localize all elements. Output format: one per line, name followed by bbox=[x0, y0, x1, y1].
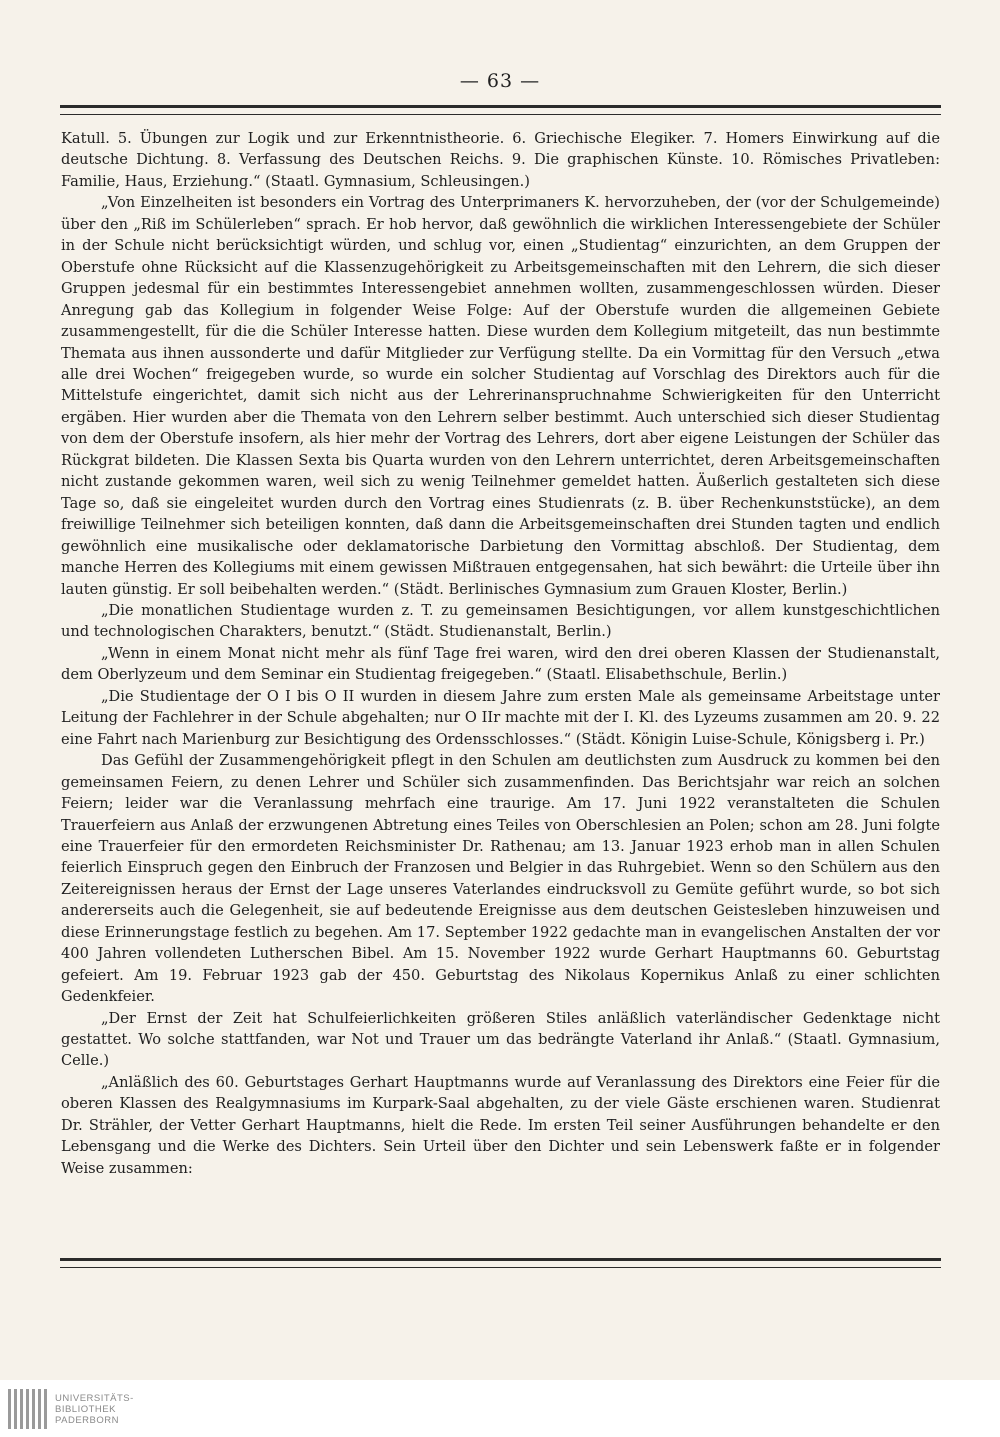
body-text bbox=[61, 128, 940, 1179]
paragraph: „Anläßlich des 60. Geburtstages Gerhart Hauptmanns wurde auf Veranlassung des Direktors eine Feier für die oberen Klassen des Realgymnasiums im Kurpark-Saal abgehalten, zu der viele Gäste erschienen waren. Studienrat Dr. Strähler, der Vetter Gerhart Hauptmanns, hielt die Rede. Im ersten Teil seiner Ausführungen behandelte er den Lebensgang und die Werke des Dichters. Sein Urteil über den Dichter und sein Lebenswerk faßte er in folgender Weise zusammen: bbox=[61, 1073, 940, 1177]
library-footer bbox=[0, 1380, 1000, 1437]
logo-line: PADERBORN bbox=[55, 1414, 119, 1426]
paragraph: Das Gefühl der Zusammengehörigkeit pflegt in den Schulen am deutlichsten zum Ausdruck zu kommen bei den gemeinsamen Feiern, zu denen Lehrer und Schüler sich zusammenfinden. Das Berichtsjahr war reich an solchen Feiern; leider war die Veranlassung mehrfach eine traurige. Am 17. Juni 1922 veranstalteten die Schulen Trauerfeiern aus Anlaß der erzwungenen Abtretung eines Teiles von Oberschlesien an Polen; schon am 28. Juni folgte eine Trauerfeier für den ermordeten Reichsminister Dr. Rathenau; am 13. Januar 1923 erhob man in allen Schulen feierlich Einspruch gegen den Einbruch der Franzosen und Belgier in das Ruhrgebiet. Wenn so den Schülern aus den Zeitereignissen heraus der Ernst der Lage unseres Vaterlandes eindrucksvoll zu Gemüte geführt wurde, so bot sich andererseits auch die Gelegenheit, sie auf bedeutende Ereignisse aus dem deutschen Geistesleben hinzuweisen und diese Erinnerungstage festlich zu begehen. Am 17. September 1922 gedachte man in evangelischen Anstalten der vor 400 Jahren vollendeten Lutherschen Bibel. Am 15. November 1922 wurde Gerhart Hauptmanns 60. Geburtstag gefeiert. Am 19. Februar 1923 gab der 450. Geburtstag des Nikolaus Kopernikus Anlaß zu einer schlichten Gedenkfeier. bbox=[61, 752, 940, 1006]
library-logo-icon bbox=[8, 1389, 47, 1429]
logo-line: BIBLIOTHEK bbox=[55, 1403, 116, 1415]
paragraph: Katull. 5. Übungen zur Logik und zur Erkenntnistheorie. 6. Griechische Elegiker. 7. Homers Einwirkung auf die deutsche Dichtung. 8. Verfassung des Deutschen Reichs. 9. Die graphischen Künste. 10. Römisches Privatleben: Familie, Haus, Erziehung.“ (Staatl. Gymnasium, Schleusingen.) bbox=[61, 130, 940, 190]
paragraph: „Wenn in einem Monat nicht mehr als fünf Tage frei waren, wird den drei oberen Klassen der Studienanstalt, dem Oberlyzeum und dem Seminar ein Studientag freigegeben.“ (Staatl. Elisabethschule, Berlin.) bbox=[61, 644, 940, 684]
library-logo bbox=[8, 1388, 134, 1430]
paragraph: „Der Ernst der Zeit hat Schulfeierlichkeiten größeren Stiles anläßlich vaterländischer Gedenktage nicht gestattet. Wo solche stattfanden, war Not und Trauer um das bedrängte Vaterland ihr Anlaß.“ (Staatl. Gymnasium, Celle.) bbox=[61, 1009, 940, 1070]
bottom-rule bbox=[60, 1258, 941, 1268]
logo-line: UNIVERSITÄTS- bbox=[55, 1392, 134, 1404]
library-logo-text bbox=[55, 1393, 134, 1426]
top-rule bbox=[60, 105, 941, 115]
paragraph: „Die Studientage der O I bis O II wurden in diesem Jahre zum ersten Male als gemeinsame Arbeitstage unter Leitung der Fachlehrer in der Schule abgehalten; nur O IIr machte mit der I. Kl. des Lyzeums zusammen am 20. 9. 22 eine Fahrt nach Marienburg zur Besichtigung des Ordensschlosses.“ (Städt. Königin Luise-Schule, Königsberg i. Pr.) bbox=[61, 687, 940, 748]
paragraph: „Von Einzelheiten ist besonders ein Vortrag des Unterprimaners K. hervorzuheben, der (vor der Schulgemeinde) über den „Riß im Schülerleben“ sprach. Er hob hervor, daß gewöhnlich die wirklichen Interessengebiete der Schüler in der Schule nicht berücksichtigt würden, und schlug vor, einen „Studientag“ einzurichten, an dem Gruppen der Oberstufe ohne Rücksicht auf die Klassenzugehörigkeit zu Arbeitsgemeinschaften mit den Lehrern, die sich dieser Gruppen jedesmal für ein bestimmtes Interessengebiet annehmen wollten, zusammengeschlossen würden. Dieser Anregung gab das Kollegium in folgender Weise Folge: Auf der Oberstufe wurden die allgemeinen Gebiete zusammengestellt, für die die Schüler Interesse hatten. Diese wurden dem Kollegium mitgeteilt, das nun bestimmte Themata aus ihnen aussonderte und dafür Mitglieder zur Verfügung stellte. Da ein Vormittag für den Versuch „etwa alle drei Wochen“ freigegeben wurde, so wurde ein solcher Studientag auf Vorschlag des Direktors auch für die Mittelstufe eingerichtet, damit sich nicht aus der Lehrerinanspruchnahme Schwierigkeiten für den Unterricht ergäben. Hier wurden aber die Themata von den Lehrern selber bestimmt. Auch unterschied sich dieser Studientag von dem der Oberstufe insofern, als hier mehr der Vortrag des Lehrers, dort aber eigene Leistungen der Schüler das Rückgrat bildeten. Die Klassen Sexta bis Quarta wurden von den Lehrern unterrichtet, deren Arbeitsgemeinschaften nicht zustande gekommen waren, weil sich zu wenig Teilnehmer gemeldet hatten. Äußerlich gestalteten sich diese Tage so, daß sie eingeleitet wurden durch den Vortrag eines Studienrats (z. B. über Rechenkunststücke), an dem freiwillige Teilnehmer sich beteiligen konnten, daß dann die Arbeitsgemeinschaften drei Stunden tagten und endlich gewöhnlich eine musikalische oder deklamatorische Darbietung den Vormittag abschloß. Der Studientag, dem manche Herren des Kollegiums mit einem gewissen Mißtrauen entgegensahen, hat sich bewährt: die Urteile über ihn lauten günstig. Er soll beibehalten werden.“ (Städt. Berlinisches Gymnasium zum Grauen Kloster, Berlin.) bbox=[61, 194, 940, 598]
paragraph: „Die monatlichen Studientage wurden z. T. zu gemeinsamen Besichtigungen, vor allem kunstgeschichtlichen und technologischen Charakters, benutzt.“ (Städt. Studienanstalt, Berlin.) bbox=[61, 601, 940, 641]
page-number: — 63 — bbox=[459, 70, 541, 92]
